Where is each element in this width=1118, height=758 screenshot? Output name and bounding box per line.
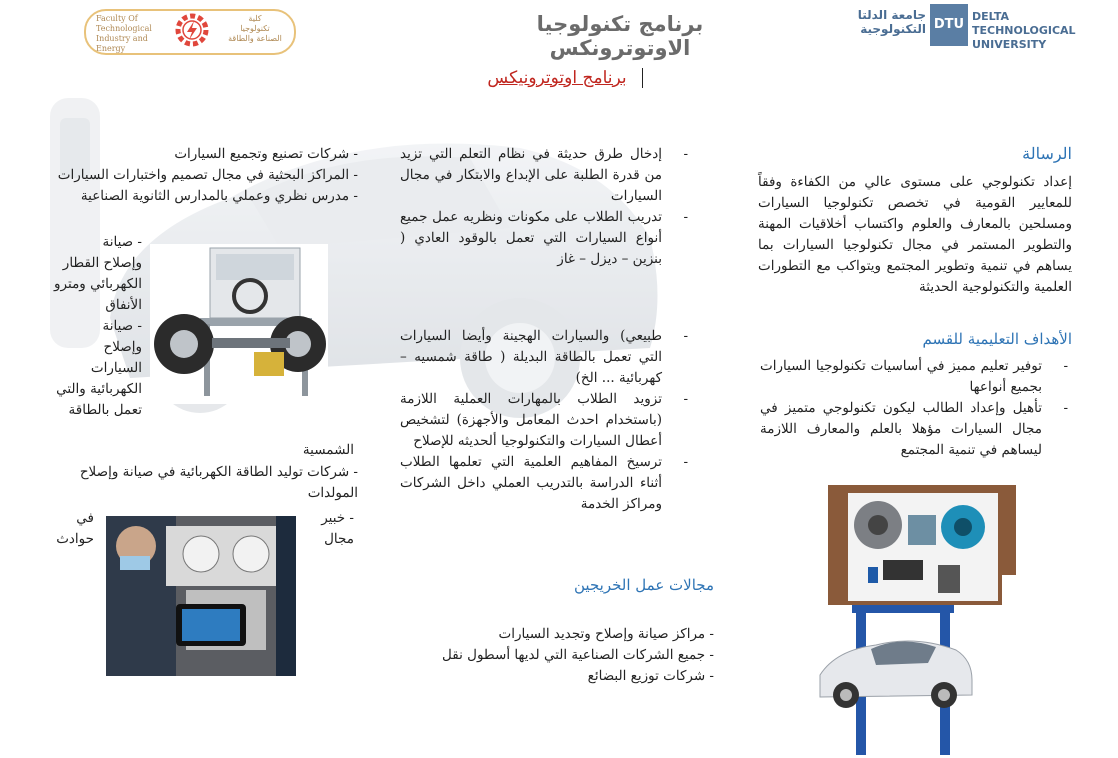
- career-line: - صيانة: [102, 318, 142, 334]
- career-item: - شركات توليد الطاقة الكهربائية في صيانة وإصلاح المولدات: [79, 464, 358, 501]
- goals-heading: الأهداف التعليمية للقسم: [922, 330, 1072, 348]
- career-line: الشمسية: [302, 442, 354, 458]
- faculty-gear-bolt-icon: [170, 11, 214, 49]
- objectives-list-top: [400, 144, 692, 270]
- career-item: - المراكز البحثية في مجال تصميم واختبارات السيارات: [57, 167, 358, 183]
- career-line: مجال: [324, 531, 354, 547]
- mission-heading: الرسالة: [1022, 144, 1072, 163]
- objective-item: - طبيعي) والسيارات الهجينة وأيضا السيارات التي تعمل بالطاقة البديلة ( طاقة شمسيه – كهربائية ... الخ): [400, 326, 692, 389]
- career-item: - شركات تصنيع وتجميع السيارات: [174, 146, 358, 162]
- page-title: برنامج تكنولوجيا الاوتوترونكس: [536, 12, 704, 60]
- career-line: تعمل بالطاقة: [68, 402, 142, 418]
- faculty-logo-arabic: [222, 14, 288, 44]
- faculty-logo-english: [96, 14, 166, 54]
- career-item: - شركات توزيع البضائع: [587, 668, 714, 684]
- career-line: وإصلاح القطار: [62, 255, 142, 271]
- goals-list: [760, 356, 1072, 461]
- university-name-en-2: UNIVERSITY: [972, 38, 1047, 51]
- career-line: حوادث: [56, 531, 94, 547]
- career-item: - مراكز صيانة وإصلاح وتجديد السيارات: [498, 626, 714, 642]
- career-line: السيارات: [90, 360, 142, 376]
- career-line: في: [76, 510, 94, 526]
- career-line: الأنفاق: [105, 297, 142, 313]
- objective-item: - إدخال طرق حديثة في نظام التعلم التي تزيد من قدرة الطلبة على الإبداع والابتكار في مجال السيارات: [400, 144, 692, 207]
- left-career-wrap: [42, 232, 142, 421]
- career-line: - خبير: [321, 510, 354, 526]
- university-name-ar-2: التكنولوجية: [860, 22, 926, 36]
- university-name-ar-1: جامعة الدلتا: [857, 8, 926, 22]
- faculty-name-en-1: Faculty Of: [96, 14, 138, 23]
- program-subtitle: برنامج اوتوترونيكس: [474, 68, 643, 88]
- objective-item: - تزويد الطلاب بالمهارات العملية اللازمة (باستخدام احدث المعامل والأجهزة) لتشخيص أعطال السيارات والتكنولوجيا ألحديثه للإصلاح: [400, 389, 692, 452]
- university-logo-english: [972, 10, 1082, 52]
- goal-item: - توفير تعليم مميز في أساسيات تكنولوجيا السيارات بجميع أنواعها: [760, 356, 1072, 398]
- faculty-name-ar-3: الصناعة والطاقة: [228, 34, 282, 43]
- career-line: الكهربائي ومترو: [54, 276, 142, 292]
- career-item: [296, 508, 354, 550]
- careers-list: [430, 624, 714, 687]
- objective-item: - تدريب الطلاب على مكونات ونظريه عمل جميع أنواع السيارات التي تعمل بالوقود العادي ( بنزين – ديزل – غاز: [400, 207, 692, 270]
- career-item: - جميع الشركات الصناعية التي لديها أسطول نقل: [442, 647, 714, 663]
- faculty-name-ar-1: كلية: [248, 14, 262, 23]
- objective-item: - ترسيخ المفاهيم العلمية التي تعلمها الطلاب أثناء الدراسة بالتدريب العملي داخل الشركات ومراكز الخدمة: [400, 452, 692, 515]
- career-line: - صيانة: [102, 234, 142, 250]
- career-item: - مدرس نظري وعملي بالمدارس الثانوية الصناعية: [80, 188, 358, 204]
- faculty-name-ar-2: تكنولوجيا: [240, 24, 270, 33]
- university-emblem-icon: DTU: [930, 4, 968, 46]
- faculty-name-en-2: Technological: [96, 24, 152, 33]
- brake-system-trainer-photo: [828, 485, 1016, 605]
- objectives-list-bottom: [400, 326, 692, 515]
- university-name-en-1: DELTA TECHNOLOGICAL: [972, 10, 1076, 37]
- left-career-list: [56, 144, 358, 207]
- career-item: [40, 508, 94, 550]
- mission-text: إعداد تكنولوجي على مستوى عالي من الكفاءة وفقاً للمعايير القومية في تخصص تكنولوجيا السيارات ومسلحين بالمعارف والعلوم واكتساب أخلاقيات المهنة والتطوير المستمر في مجال تكنولوجيا السيارات بما يساهم في تنمية وتطوير المجتمع ويتواكب مع التطورات العلمية والتكنولوجية الحديثة: [758, 174, 1072, 295]
- careers-heading: مجالات عمل الخريجين: [574, 576, 714, 594]
- university-logo-arabic: [856, 8, 926, 36]
- career-line: وإصلاح: [103, 339, 142, 355]
- diagnostic-training-photo: [106, 516, 296, 676]
- faculty-name-en-3: Industry and Energy: [96, 34, 148, 53]
- career-line: الكهربائية والتي: [56, 381, 142, 397]
- goal-item: - تأهيل وإعداد الطالب ليكون تكنولوجي متميز في مجال السيارات مؤهلا بالعلم والمعارف اللازمة ليساهم في تنمية المجتمع: [760, 398, 1072, 461]
- chassis-trainer-photo: [150, 244, 328, 404]
- car-lift-photo: [816, 605, 976, 758]
